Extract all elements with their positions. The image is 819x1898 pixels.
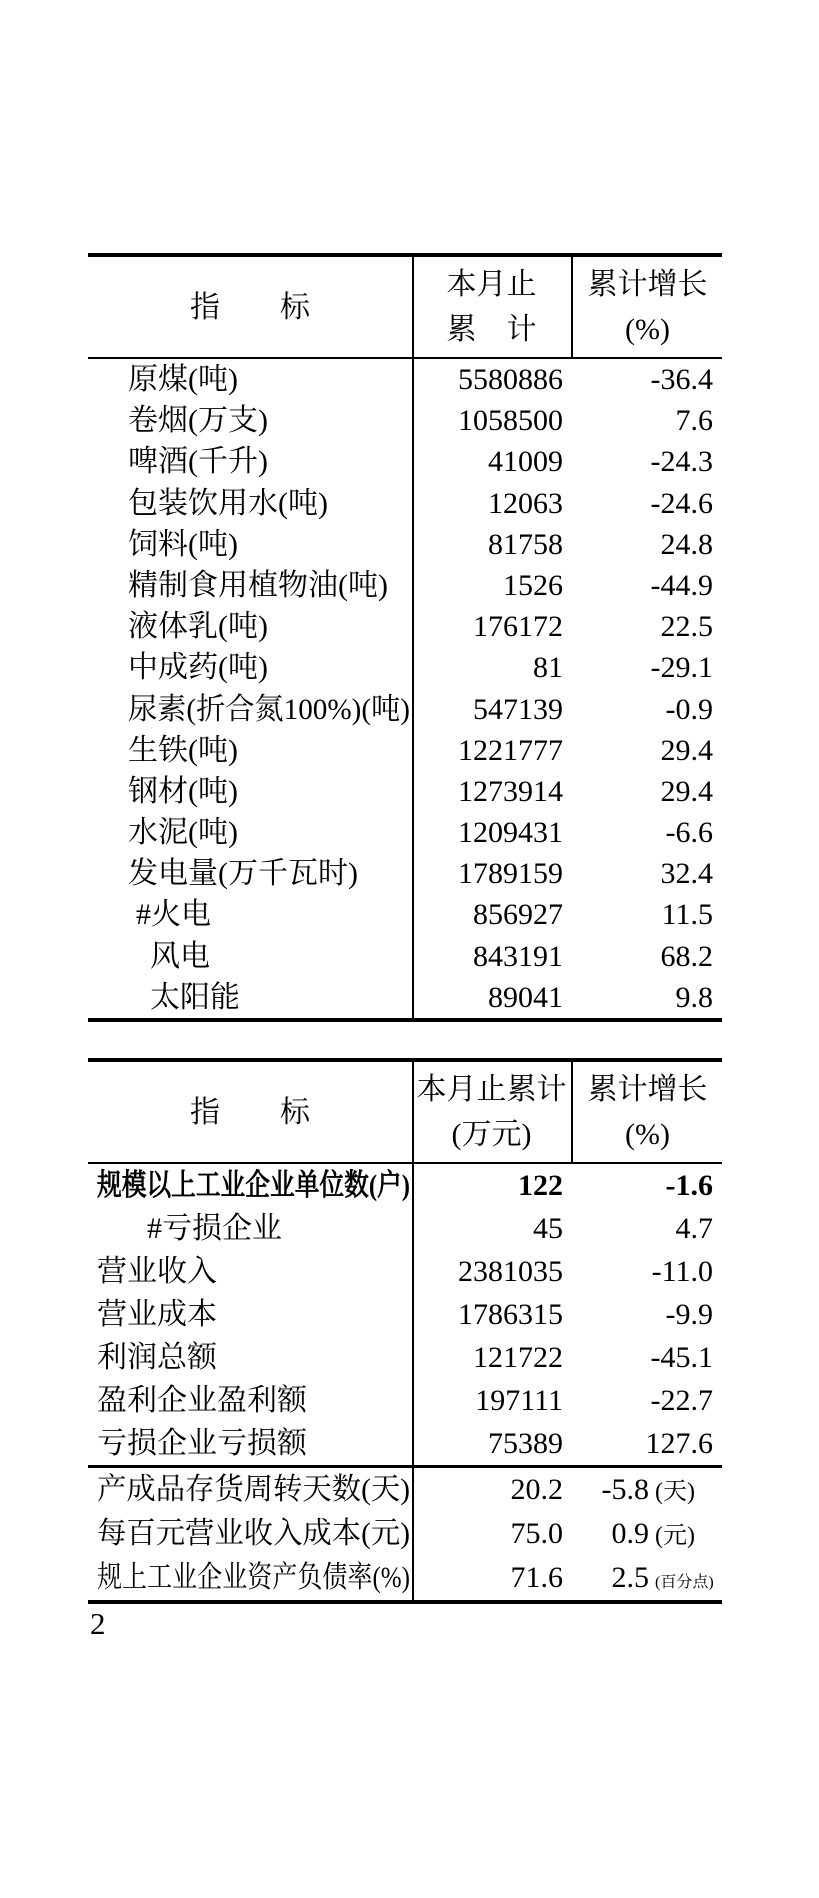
row-growth-value: 7.6 <box>675 404 713 438</box>
table2-header-growth <box>573 1062 722 1162</box>
header-cumulative-line2: (万元) <box>451 1118 532 1151</box>
row-growth-value: -36.4 <box>650 363 713 396</box>
row-indicator-text: 风电 <box>150 939 210 973</box>
row-growth-value: -22.7 <box>650 1384 713 1417</box>
row-indicator-label <box>88 1422 412 1465</box>
row-indicator-label <box>88 1512 412 1556</box>
row-indicator-text: 每百元营业收入成本(元) <box>97 1517 410 1550</box>
row-indicator-text: 太阳能 <box>150 980 240 1014</box>
row-indicator-label <box>88 565 412 606</box>
row-cumulative-value: 122 <box>518 1169 563 1202</box>
industrial-products-table <box>88 253 722 1022</box>
row-indicator-text: 生铁(吨) <box>128 733 238 767</box>
row-growth-value: 9.8 <box>675 980 713 1014</box>
growth-unit: (百分点) <box>655 1574 714 1591</box>
table-row <box>88 1468 722 1512</box>
table2-header <box>88 1062 722 1162</box>
table-row <box>88 730 722 771</box>
row-growth-value: -44.9 <box>650 568 713 602</box>
row-growth-value: 68.2 <box>660 939 713 973</box>
row-cumulative-value: 856927 <box>473 898 563 932</box>
table-row <box>88 606 722 647</box>
row-indicator-text: 营业收入 <box>97 1255 217 1288</box>
table2-header-indicator <box>88 1062 412 1162</box>
row-indicator-text: 亏损企业亏损额 <box>97 1427 307 1460</box>
table-row <box>88 977 722 1018</box>
row-growth-value: 4.7 <box>675 1212 713 1245</box>
row-cumulative-value: 81 <box>533 651 563 685</box>
row-growth-value: -6.6 <box>665 816 713 850</box>
growth-unit: (元) <box>655 1523 695 1549</box>
row-cumulative-value: 843191 <box>473 939 563 973</box>
row-indicator-text: 规上工业企业资产负债率(%) <box>97 1561 410 1594</box>
row-indicator-text: 卷烟(万支) <box>128 404 268 438</box>
enterprise-finance-table <box>88 1058 722 1604</box>
row-cumulative-value: 2381035 <box>458 1255 563 1288</box>
row-indicator-text: 中成药(吨) <box>128 651 268 685</box>
row-indicator-text: 精制食用植物油(吨) <box>128 568 388 602</box>
row-cumulative-value: 81758 <box>488 527 563 561</box>
row-growth-value: -9.9 <box>665 1298 713 1331</box>
row-growth-value: 24.8 <box>660 527 713 561</box>
row-cumulative-value: 41009 <box>488 445 563 479</box>
row-cumulative-value: 121722 <box>473 1341 563 1374</box>
row-indicator-label <box>88 483 412 524</box>
row-cumulative-value: 1789159 <box>458 857 563 891</box>
row-indicator-label <box>88 1250 412 1293</box>
header-growth-line2: (%) <box>625 1118 670 1151</box>
row-growth-value <box>571 1512 722 1556</box>
table-row <box>88 1250 722 1293</box>
row-growth-value <box>571 1556 722 1600</box>
table1-header-growth <box>573 257 722 357</box>
row-indicator-label <box>88 606 412 647</box>
row-cumulative-value: 1209431 <box>458 816 563 850</box>
row-growth-value: 22.5 <box>660 610 713 644</box>
row-indicator-label <box>88 977 412 1018</box>
table-row <box>88 689 722 730</box>
row-indicator-text: 利润总额 <box>97 1341 217 1374</box>
row-growth-value: -1.6 <box>665 1169 713 1202</box>
row-indicator-label <box>88 1164 412 1207</box>
row-cumulative-value: 547139 <box>473 692 563 726</box>
row-growth-value: 11.5 <box>661 898 713 932</box>
table-row <box>88 853 722 894</box>
row-growth-value <box>571 1468 722 1512</box>
row-indicator-text: 包装饮用水(吨) <box>128 486 328 520</box>
row-indicator-text: 水泥(吨) <box>128 816 238 850</box>
growth-number: 2.5 <box>611 1561 649 1594</box>
row-cumulative-value: 1058500 <box>458 404 563 438</box>
row-growth-value: 29.4 <box>660 774 713 808</box>
table-row <box>88 894 722 935</box>
row-indicator-text: 液体乳(吨) <box>128 610 268 644</box>
row-growth-value: -24.6 <box>650 486 713 520</box>
header-cumulative-line1: 本月止 <box>446 268 537 301</box>
row-indicator-label <box>88 1293 412 1336</box>
row-indicator-text: 营业成本 <box>97 1298 217 1331</box>
header-cumulative-line2: 累 计 <box>446 313 537 346</box>
row-indicator-label <box>88 400 412 441</box>
row-growth-value: -11.0 <box>651 1255 713 1288</box>
table-row <box>88 1512 722 1556</box>
table-row <box>88 936 722 977</box>
row-cumulative-value: 45 <box>533 1212 563 1245</box>
row-indicator-label <box>88 853 412 894</box>
row-cumulative-value: 12063 <box>488 486 563 520</box>
row-indicator-label <box>88 689 412 730</box>
row-cumulative-value: 197111 <box>475 1384 563 1417</box>
table1-body <box>88 359 722 1018</box>
growth-number: 0.9 <box>611 1517 649 1550</box>
table-row <box>88 1293 722 1336</box>
row-indicator-text: 啤酒(千升) <box>128 445 268 479</box>
row-cumulative-value: 75.0 <box>510 1517 563 1550</box>
table-row <box>88 1207 722 1250</box>
table-row <box>88 1379 722 1422</box>
row-indicator-label <box>88 1336 412 1379</box>
table2-footer-section <box>88 1468 722 1600</box>
row-indicator-label <box>88 812 412 853</box>
row-indicator-label <box>88 524 412 565</box>
row-indicator-label <box>88 771 412 812</box>
row-indicator-text: #火电 <box>136 898 211 932</box>
row-indicator-text: #亏损企业 <box>147 1212 282 1245</box>
table1-header-indicator <box>88 257 412 357</box>
row-cumulative-value: 1786315 <box>458 1298 563 1331</box>
row-cumulative-value: 5580886 <box>458 363 563 396</box>
header-indicator-label: 指 标 <box>190 1095 310 1129</box>
table2-bottom-rule <box>88 1600 722 1604</box>
row-indicator-label <box>88 1207 412 1250</box>
table-row <box>88 565 722 606</box>
header-growth-line1: 累计增长 <box>587 268 708 301</box>
table1-header-cumulative <box>414 257 569 357</box>
header-growth-line2: (%) <box>625 313 670 346</box>
header-growth-line1: 累计增长 <box>587 1073 708 1106</box>
table-row <box>88 771 722 812</box>
row-indicator-label <box>88 441 412 482</box>
row-growth-value: 32.4 <box>660 857 713 891</box>
row-indicator-text: 尿素(折合氮100%)(吨) <box>128 692 410 726</box>
row-cumulative-value: 1273914 <box>458 774 563 808</box>
row-indicator-label <box>88 936 412 977</box>
row-growth-value: -24.3 <box>650 445 713 479</box>
table2-header-cumulative <box>414 1062 569 1162</box>
header-indicator-label: 指 标 <box>190 290 310 324</box>
row-cumulative-value: 20.2 <box>510 1473 563 1506</box>
table2-column-divider-2 <box>571 1058 573 1164</box>
table2-body <box>88 1164 722 1465</box>
row-indicator-label <box>88 359 412 400</box>
row-growth-value: 29.4 <box>660 733 713 767</box>
table-row <box>88 1556 722 1600</box>
row-indicator-text: 产成品存货周转天数(天) <box>97 1473 410 1506</box>
row-indicator-label <box>88 1556 412 1600</box>
row-indicator-text: 饲料(吨) <box>128 527 238 561</box>
growth-number: -5.8 <box>601 1473 649 1506</box>
row-indicator-text: 原煤(吨) <box>128 363 238 396</box>
row-cumulative-value: 89041 <box>488 980 563 1014</box>
row-cumulative-value: 1526 <box>503 568 563 602</box>
row-indicator-text: 钢材(吨) <box>128 774 238 808</box>
row-indicator-label <box>88 730 412 771</box>
table-row <box>88 1336 722 1379</box>
table-row <box>88 483 722 524</box>
table-row <box>88 647 722 688</box>
table1-column-divider-2 <box>571 253 573 359</box>
row-indicator-label <box>88 647 412 688</box>
row-growth-value: -0.9 <box>665 692 713 726</box>
header-cumulative-line1: 本月止累计 <box>416 1073 567 1106</box>
table-row <box>88 1422 722 1465</box>
table-row <box>88 524 722 565</box>
row-indicator-text: 发电量(万千瓦时) <box>128 857 358 891</box>
growth-unit: (天) <box>655 1479 695 1505</box>
row-growth-value: -45.1 <box>650 1341 713 1374</box>
row-indicator-text: 规模以上工业企业单位数(户) <box>97 1169 410 1202</box>
row-indicator-label <box>88 1379 412 1422</box>
table1-header <box>88 257 722 357</box>
table1-bottom-rule <box>88 1018 722 1022</box>
table-row <box>88 441 722 482</box>
row-indicator-label <box>88 1468 412 1512</box>
page-number: 2 <box>90 1606 106 1641</box>
table-row <box>88 1164 722 1207</box>
row-cumulative-value: 75389 <box>488 1427 563 1460</box>
table-row <box>88 400 722 441</box>
row-cumulative-value: 71.6 <box>510 1561 563 1594</box>
row-cumulative-value: 176172 <box>473 610 563 644</box>
row-indicator-text: 盈利企业盈利额 <box>97 1384 307 1417</box>
row-indicator-label <box>88 894 412 935</box>
table-row <box>88 359 722 400</box>
row-cumulative-value: 1221777 <box>458 733 563 767</box>
row-growth-value: 127.6 <box>645 1427 713 1460</box>
table-row <box>88 812 722 853</box>
row-growth-value: -29.1 <box>650 651 713 685</box>
